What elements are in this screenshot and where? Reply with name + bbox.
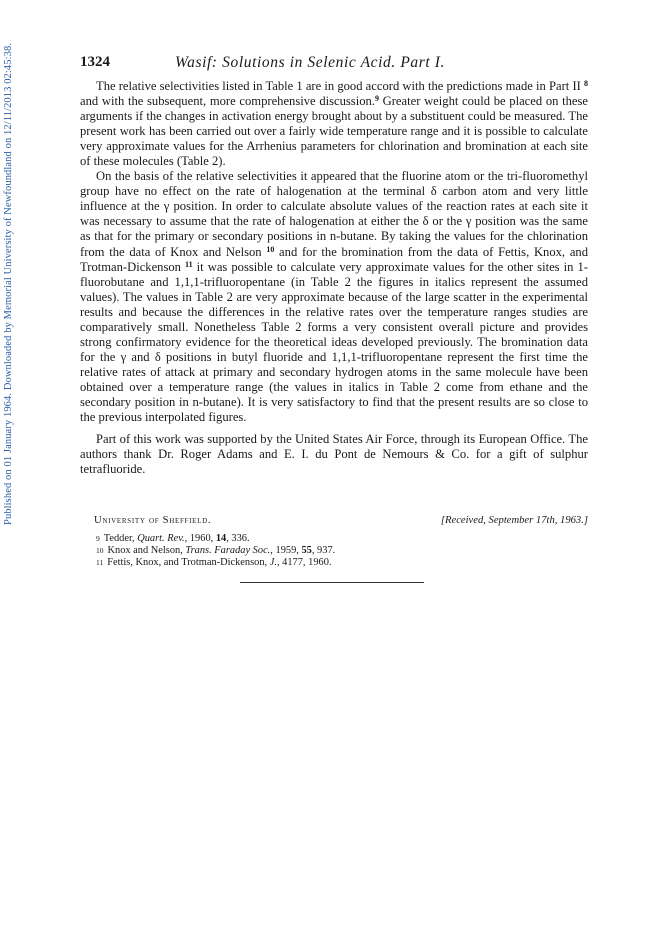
page-header bbox=[80, 54, 588, 76]
paragraph-selectivities: The relative selectivities listed in Table 1 are in good accord with the predictions made in Part II $^8$ and with the subsequent, more comprehensive discussion.$^9$ Greater weight could be placed on these arguments if the changes in activation energy brought about by a substituent could be measured. The present work has been carried out over a fairly wide temperature range and it is possible to calculate very approximate values for the Arrhenius parameters for chlorination and bromination at each site of these molecules (Table 2). bbox=[80, 79, 589, 169]
footnote: $^{11}$ Fettis, Knox, and Trotman-Dickenson, J., 4177, 1960. bbox=[96, 557, 332, 568]
citation-ref: 10 bbox=[266, 244, 275, 254]
footnotes bbox=[96, 533, 576, 569]
received-date: [Received, September 17th, 1963.] bbox=[440, 515, 588, 526]
affiliation-row bbox=[80, 515, 588, 531]
footnote: $^{10}$ Knox and Nelson, Trans. Faraday Soc., 1959, 55, 937. bbox=[96, 545, 336, 556]
running-title: Wasif: Solutions in Selenic Acid. Part I. bbox=[175, 54, 445, 71]
footnote: $^9$ Tedder, Quart. Rev., 1960, 14, 336. bbox=[96, 533, 250, 544]
article-body bbox=[80, 79, 588, 477]
download-watermark-text: Published on 01 January 1964. Downloaded by Memorial University of Newfoundland on 12/11/2013 02:45:38. bbox=[3, 42, 14, 525]
citation-ref: 8 bbox=[584, 79, 588, 88]
end-of-article-rule bbox=[240, 582, 424, 583]
page-number: 1324 bbox=[80, 54, 110, 70]
author-affiliation: University of Sheffield. bbox=[94, 515, 212, 526]
citation-ref: 11 bbox=[185, 259, 193, 269]
paragraph-relative-rates: On the basis of the relative selectivities it appeared that the fluorine atom or the tri-fluoromethyl group have no effect on the rate of halogenation at the terminal δ carbon atom and very little influence at the γ position. In order to calculate absolute values of the reaction rates at each site it was necessary to assume that the rate of halogenation at either the δ or the γ position was the same as that for the primary or secondary positions in n-butane. By taking the values for the chlorination from the data of Knox and Nelson $^{10}$ and for the bromination from the data of Fettis, Knox, and Trotman-Dickenson $^{11}$ it was possible to calculate very approximate values for the other sites in 1-fluorobutane and 1,1,1-trifluoropentane (in Table 2 the figures in italics represent the assumed values). The values in Table 2 are very approximate because of the large scatter in the experimental results and because the differences in the relative rates over the temperature ranges studies are comparatively small. Nonetheless Table 2 forms a very consistent overall picture and provides strong confirmatory evidence for the theoretical ideas developed previously. The bromination data for the γ and δ positions in butyl fluoride and 1,1,1-trifluoropentane represent the first time the relative rates of attack at primary and secondary hydrogen atoms in the same molecule have been obtained over a temperature range (the values in italics in Table 2 come from ethane and the secondary position in n-butane). It is very satisfactory to find that the present results are so close to the previous interpolated figures. bbox=[80, 169, 588, 425]
citation-ref: 9 bbox=[374, 94, 379, 104]
acknowledgement-paragraph: Part of this work was supported by the United States Air Force, through its European Office. The authors thank Dr. Roger Adams and E. I. du Pont de Nemours & Co. for a gift of sulphur tetrafluoride. bbox=[80, 432, 588, 477]
